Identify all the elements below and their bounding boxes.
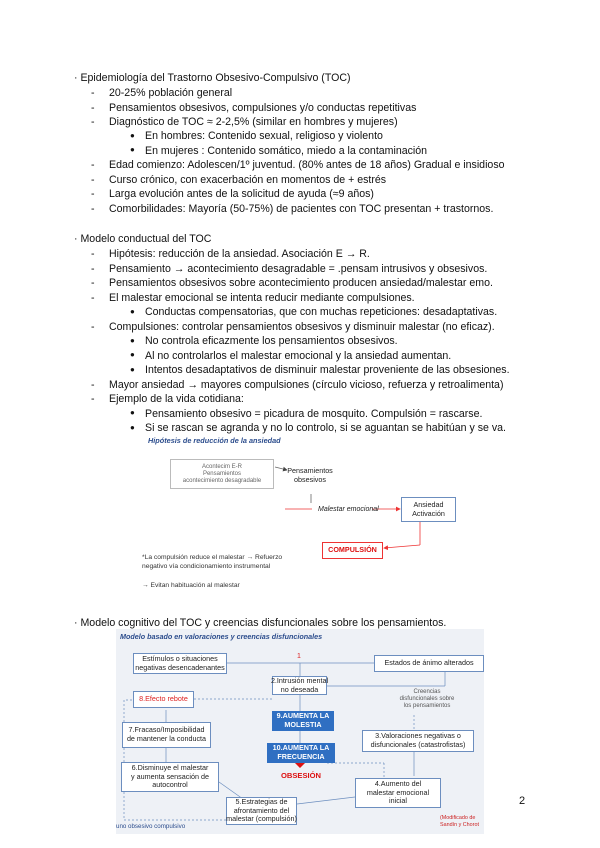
list-subitem: Si se rascan se agranda y no lo controlo, si se aguantan se habitúan y se va. — [145, 422, 506, 434]
dash-marker: - — [91, 87, 95, 99]
dash-marker: - — [91, 202, 95, 215]
section-title-epidemiologia: · Epidemiología del Trastorno Obsesivo-Compulsivo (TOC) — [74, 72, 351, 84]
diagram2-box-estimulos: Estímulos o situaciones negativas desencadenantes — [133, 653, 227, 674]
diagram2-box-disminuye: 6.Disminuye el malestar y aumenta sensación de autocontrol — [121, 762, 219, 792]
list-item: Compulsiones: controlar pensamientos obsesivos y disminuir malestar (no eficaz). — [109, 320, 495, 333]
dash-marker: - — [91, 101, 95, 114]
dash-marker: - — [91, 262, 95, 275]
diagram2-box-valoraciones: 3.Valoraciones negativas o disfuncionales (catastrofistas) — [362, 730, 474, 752]
dash-marker: - — [91, 320, 95, 333]
list-item: Mayor ansiedad → mayores compulsiones (círculo vicioso, refuerza y retroalimenta) — [109, 378, 504, 391]
diagram2-label-obsesion: OBSESIÓN — [280, 771, 322, 780]
list-subitem: En mujeres : Contenido somático, miedo a la contaminación — [145, 144, 428, 157]
list-subitem: Al no controlarlos el malestar emocional y la ansiedad aumentan. — [145, 349, 452, 362]
list-item: Diagnóstico de TOC ≈ 2-2,5% (similar en hombres y mujeres) — [109, 116, 398, 128]
diagram2-creencias: Creencias disfuncionales sobre los pensamientos — [399, 689, 455, 709]
diagram2-caption-source: (Modificado de Sandín y Chorot — [440, 815, 479, 828]
list-subitem: Intentos desadaptativos de disminuir malestar proveniente de las obsesiones. — [145, 364, 510, 376]
dash-marker: - — [91, 248, 95, 260]
diagram2-title: Modelo basado en valoraciones y creencias disfuncionales — [120, 632, 323, 641]
diagram1-note-habituacion: → Evitan habituación al malestar — [142, 582, 240, 589]
dash-marker: - — [91, 277, 95, 289]
list-item: Ejemplo de la vida cotidiana: — [109, 393, 244, 405]
diagram2-caption-left: uno obsesivo compulsivo — [116, 823, 186, 830]
list-subitem: No controla eficazmente los pensamientos obsesivos. — [145, 335, 398, 347]
list-subitem: Pensamiento obsesivo = picadura de mosquito. Compulsión = rascarse. — [145, 407, 483, 420]
list-item: 20-25% población general — [109, 87, 233, 99]
list-item: Edad comienzo: Adolescen/1º juventud. (80% antes de 18 años) Gradual e insidioso — [109, 159, 505, 171]
list-item: Hipótesis: reducción de la ansiedad. Asociación E → R. — [109, 248, 370, 260]
dash-marker: - — [91, 378, 95, 391]
list-item: Comorbilidades: Mayoría (50-75%) de pacientes con TOC presentan + trastornos. — [109, 202, 494, 215]
list-item: Curso crónico, con exacerbación en momentos de + estrés — [109, 173, 387, 186]
diagram1-title: Hipótesis de reducción de la ansiedad — [148, 436, 281, 445]
diagram1-box-ansiedad: Ansiedad Activación — [401, 497, 456, 522]
bullet-marker: ● — [130, 145, 135, 154]
page-number: 2 — [519, 795, 526, 807]
diagram2-box-estrategias: 5.Estrategias de afrontamiento del malestar (compulsión) — [226, 797, 297, 824]
diagram2-box-estados: Estados de ánimo alterados — [374, 655, 484, 672]
diagram1-box-acontecimiento: Acontecim E-R Pensamientos acontecimiento desagradable — [170, 459, 274, 489]
list-item: Pensamientos obsesivos sobre acontecimiento producen ansiedad/malestar emo. — [109, 277, 493, 289]
section-title-modelo-cognitivo: · Modelo cognitivo del TOC y creencias disfuncionales sobre los pensamientos. — [74, 617, 447, 629]
list-item: Pensamiento → acontecimiento desagradable = .pensam intrusivos y obsesivos. — [109, 262, 488, 275]
list-subitem: En hombres: Contenido sexual, religioso y violento — [145, 130, 383, 142]
bullet-marker: ● — [130, 131, 135, 140]
bullet-marker: ● — [130, 335, 135, 345]
section-title-modelo-conductual: · Modelo conductual del TOC — [74, 233, 212, 245]
dash-marker: - — [91, 291, 95, 304]
diagram2-box-intrusion: 2.Intrusión mental no deseada — [270, 675, 329, 694]
arrow — [297, 797, 355, 804]
bullet-marker: ● — [130, 408, 135, 417]
dash-marker: - — [91, 159, 95, 171]
diagram2-box-aumento-malestar: 4.Aumento del malestar emocional inicial — [355, 778, 441, 808]
diagram1-box-compulsion: COMPULSIÓN — [322, 542, 383, 559]
list-subitem: Conductas compensatorias, que con muchas repeticiones: desadaptativas. — [145, 306, 498, 318]
diagram1-label-malestar: Malestar emocional — [318, 506, 379, 513]
dash-marker: - — [91, 188, 95, 200]
bullet-marker: ● — [130, 350, 135, 359]
list-item: Larga evolución antes de la solicitud de ayuda (≈9 años) — [109, 188, 374, 200]
dash-marker: - — [91, 116, 95, 128]
bullet-marker: ● — [130, 422, 135, 432]
dash-marker: - — [91, 173, 95, 186]
bullet-marker: ● — [130, 306, 135, 316]
diagram2-box-fracaso: 7.Fracaso/Imposibilidad de mantener la conducta — [122, 722, 211, 748]
list-item: El malestar emocional se intenta reducir mediante compulsiones. — [109, 291, 415, 304]
diagram2-box-aumenta-molestia: 9.AUMENTA LA MOLESTIA — [272, 711, 334, 731]
dash-marker: - — [91, 393, 95, 405]
diagram2-box-efecto-rebote: 8.Efecto rebote — [133, 691, 194, 708]
diagram1-box-pensamientos: Pensamientos obsesivos — [287, 463, 333, 489]
bullet-marker: ● — [130, 364, 135, 374]
diagram2-num1: 1 — [297, 653, 301, 660]
list-item: Pensamientos obsesivos, compulsiones y/o conductas repetitivas — [109, 101, 417, 114]
diagram2-box-aumenta-frecuencia: 10.AUMENTA LA FRECUENCIA — [267, 743, 335, 763]
diagram1-note-refuerzo: *La compulsión reduce el malestar → Refuerzo negativo vía condicionamiento instrumental — [142, 554, 283, 570]
